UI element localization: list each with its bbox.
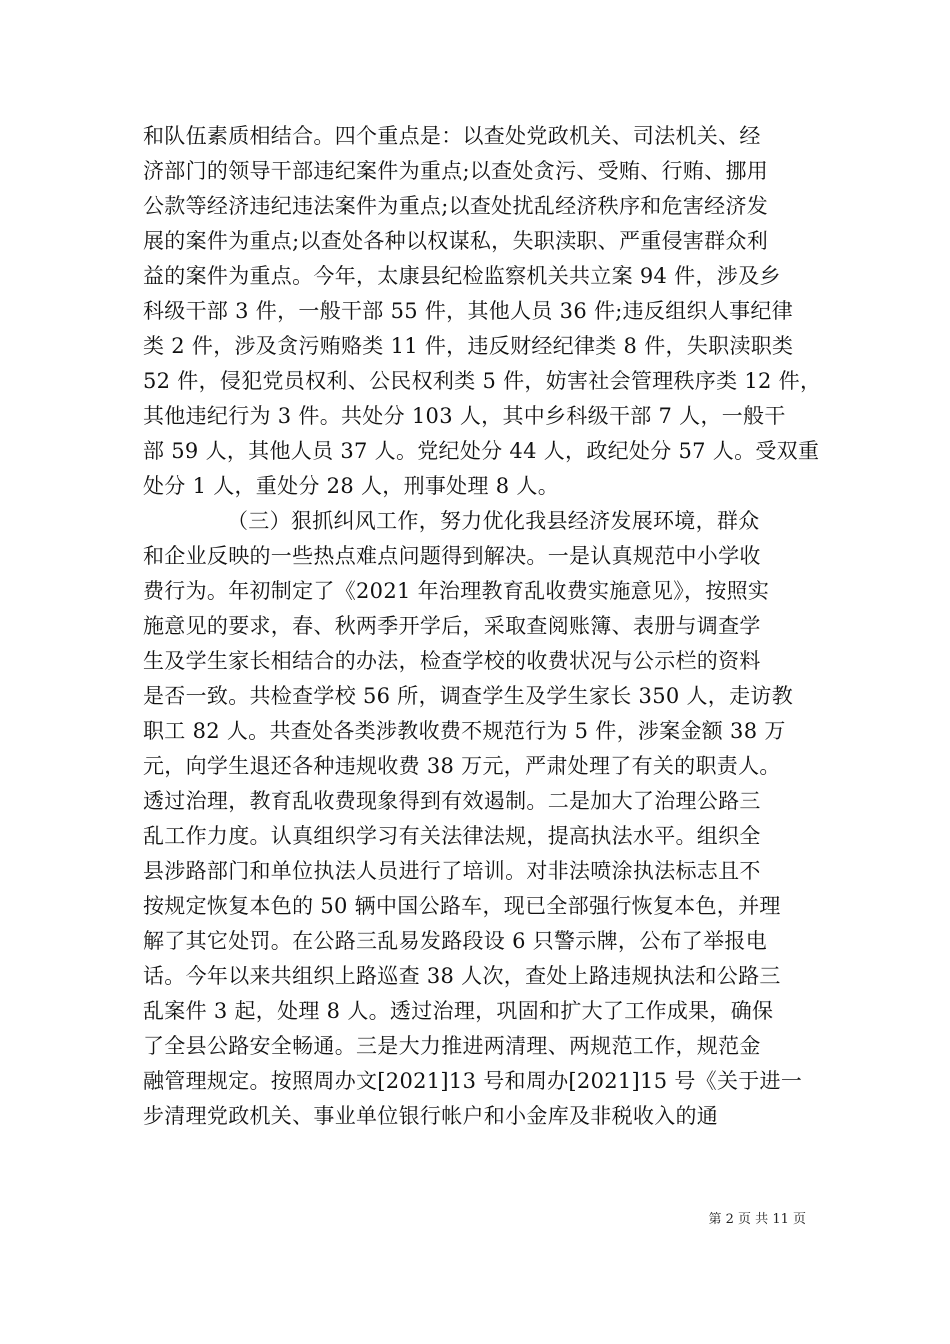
text-line: 乱案件 3 起，处理 8 人。透过治理，巩固和扩大了工作成果，确保 <box>143 999 774 1023</box>
text-line: 生及学生家长相结合的办法，检查学校的收费状况与公示栏的资料 <box>143 649 761 673</box>
text-line: 按规定恢复本色的 50 辆中国公路车，现已全部强行恢复本色，并理 <box>143 894 781 918</box>
text-line: 展的案件为重点;以查处各种以权谋私，失职渎职、严重侵害群众利 <box>143 229 769 253</box>
text-line: 类 2 件，涉及贪污贿赂类 11 件，违反财经纪律类 8 件，失职渎职类 <box>143 334 794 358</box>
text-line: 话。今年以来共组织上路巡查 38 人次，查处上路违规执法和公路三 <box>143 964 781 988</box>
body-text <box>143 119 823 1134</box>
paragraph-start-line: （三）狠抓纠风工作，努力优化我县经济发展环境，群众 <box>227 509 760 533</box>
text-line: 步清理党政机关、事业单位银行帐户和小金库及非税收入的通 <box>143 1104 719 1128</box>
text-line: 公款等经济违纪违法案件为重点;以查处扰乱经济秩序和危害经济发 <box>143 194 769 218</box>
text-line: 县涉路部门和单位执法人员进行了培训。对非法喷涂执法标志且不 <box>143 859 761 883</box>
text-line: 乱工作力度。认真组织学习有关法律法规，提高执法水平。组织全 <box>143 824 761 848</box>
text-line: 是否一致。共检查学校 56 所，调查学生及学生家长 350 人，走访教 <box>143 684 794 708</box>
text-line: 益的案件为重点。今年，太康县纪检监察机关共立案 94 件，涉及乡 <box>143 264 781 288</box>
text-line: 和队伍素质相结合。四个重点是：以查处党政机关、司法机关、经 <box>143 124 761 148</box>
text-line: 科级干部 3 件，一般干部 55 件，其他人员 36 件;违反组织人事纪律 <box>143 299 794 323</box>
text-line: 费行为。年初制定了《2021 年治理教育乱收费实施意见》，按照实 <box>143 579 770 603</box>
text-line: 其他违纪行为 3 件。共处分 103 人，其中乡科级干部 7 人，一般干 <box>143 404 786 428</box>
page-number-footer: 第 2 页 共 11 页 <box>708 1212 806 1227</box>
text-line: 了全县公路安全畅通。三是大力推进两清理、两规范工作，规范金 <box>143 1034 761 1058</box>
text-line: 施意见的要求，春、秋两季开学后，采取查阅账簿、表册与调查学 <box>143 614 761 638</box>
text-line: 济部门的领导干部违纪案件为重点;以查处贪污、受贿、行贿、挪用 <box>143 159 769 183</box>
text-line: 职工 82 人。共查处各类涉教收费不规范行为 5 件，涉案金额 38 万 <box>143 719 786 743</box>
text-line: 元，向学生退还各种违规收费 38 万元，严肃处理了有关的职责人。 <box>143 754 781 778</box>
text-line: 处分 1 人，重处分 28 人，刑事处理 8 人。 <box>143 474 559 498</box>
text-line: 融管理规定。按照周办文[2021]13 号和周办[2021]15 号《关于进一 <box>143 1069 803 1093</box>
text-line: 透过治理，教育乱收费现象得到有效遏制。二是加大了治理公路三 <box>143 789 761 813</box>
text-line: 解了其它处罚。在公路三乱易发路段设 6 只警示牌，公布了举报电 <box>143 929 768 953</box>
text-line: 52 件，侵犯党员权利、公民权利类 5 件，妨害社会管理秩序类 12 件， <box>143 369 822 393</box>
text-line: 和企业反映的一些热点难点问题得到解决。一是认真规范中小学收 <box>143 544 761 568</box>
text-line: 部 59 人，其他人员 37 人。党纪处分 44 人，政纪处分 57 人。受双重 <box>143 439 820 463</box>
